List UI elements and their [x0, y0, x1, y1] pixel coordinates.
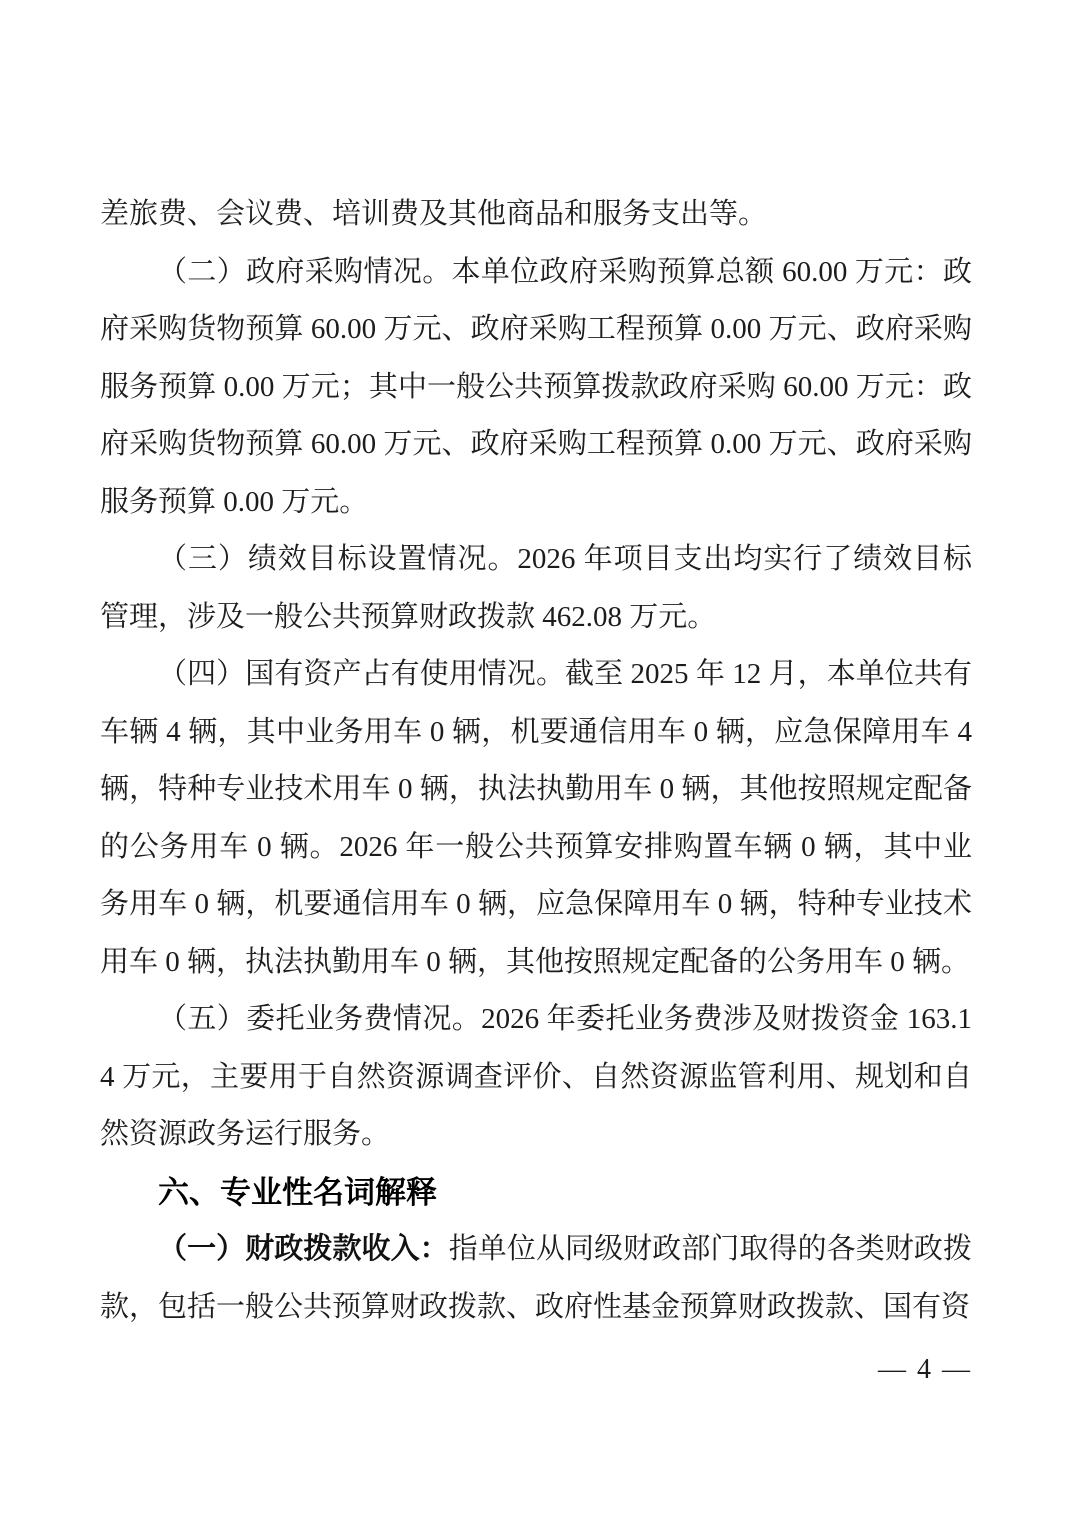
term-definition-text: 指单位从同级财政部门取得的各类财政拨款，包括一般公共预算财政拨款、政府性基金预算财政拨款、国有资 — [100, 1233, 972, 1323]
paragraph-government-procurement: （二）政府采购情况。本单位政府采购预算总额 60.00 万元：政府采购货物预算 60.00 万元、政府采购工程预算 0.00 万元、政府采购服务预算 0.00 万元；其中一般公共预算拨款政府采购 60.00 万元：政府采购货物预算 60.00 万元、政府采购工程预算 0.00 万元、政府采购服务预算 0.00 万元。 — [100, 255, 972, 518]
paragraph-entrusted-services: （五）委托业务费情况。2026 年委托业务费涉及财拨资金 163.14 万元，主要用于自然资源调查评价、自然资源监管利用、规划和自然资源政务运行服务。 — [100, 1003, 972, 1150]
term-lead-fiscal-appropriation: （一）财政拨款收入： — [158, 1233, 449, 1265]
paragraph-performance-targets: （三）绩效目标设置情况。2026 年项目支出均实行了绩效目标管理，涉及一般公共预算财政拨款 462.08 万元。 — [100, 543, 972, 633]
paragraph-fiscal-appropriation-definition — [100, 1221, 972, 1336]
paragraph-state-assets: （四）国有资产占有使用情况。截至 2025 年 12 月，本单位共有车辆 4 辆，其中业务用车 0 辆，机要通信用车 0 辆，应急保障用车 4 辆，特种专业技术用车 0 辆，执法执勤用车 0 辆，其他按照规定配备的公务用车 0 辆。2026 年一般公共预算安排购置车辆 0 辆，其中业务用车 0 辆，机要通信用车 0 辆，应急保障用车 0 辆，特种专业技术用车 0 辆，执法执勤用车 0 辆，其他按照规定配备的公务用车 0 辆。 — [100, 658, 972, 978]
page-number: — 4 — — [878, 1354, 972, 1385]
paragraph-continuation: 差旅费、会议费、培训费及其他商品和服务支出等。 — [100, 198, 768, 230]
section-heading-terminology: 六、专业性名词解释 — [158, 1174, 437, 1210]
document-body — [100, 186, 972, 1336]
